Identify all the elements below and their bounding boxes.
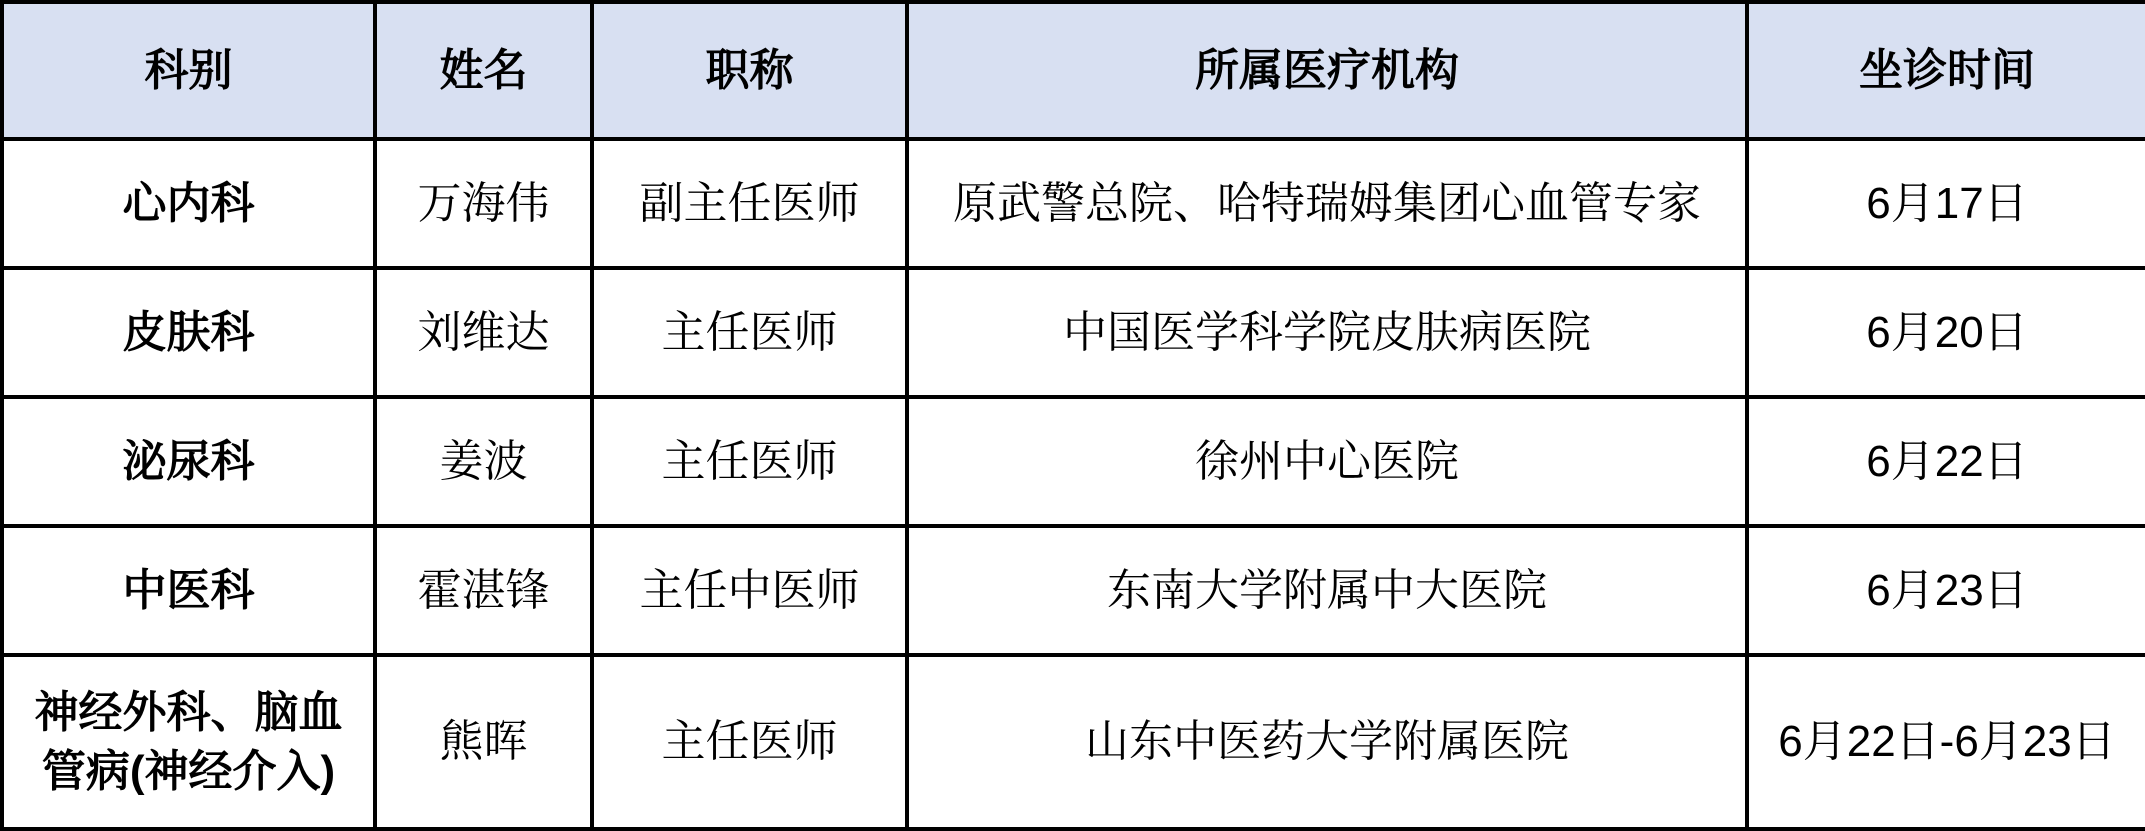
header-department: 科别 — [2, 2, 375, 139]
table-row — [2, 268, 2145, 397]
cell-time: 6月23日 — [1747, 526, 2145, 655]
cell-time: 6月22日-6月23日 — [1747, 655, 2145, 829]
cell-institution: 山东中医药大学附属医院 — [907, 655, 1747, 829]
cell-title: 主任医师 — [592, 655, 907, 829]
table-row — [2, 139, 2145, 268]
header-institution: 所属医疗机构 — [907, 2, 1747, 139]
cell-name: 万海伟 — [375, 139, 592, 268]
cell-institution: 中国医学科学院皮肤病医院 — [907, 268, 1747, 397]
cell-time: 6月20日 — [1747, 268, 2145, 397]
cell-department: 皮肤科 — [2, 268, 375, 397]
table-row — [2, 655, 2145, 829]
cell-title: 副主任医师 — [592, 139, 907, 268]
cell-department: 心内科 — [2, 139, 375, 268]
cell-institution: 原武警总院、哈特瑞姆集团心血管专家 — [907, 139, 1747, 268]
header-title: 职称 — [592, 2, 907, 139]
cell-name: 姜波 — [375, 397, 592, 526]
header-name: 姓名 — [375, 2, 592, 139]
cell-institution: 徐州中心医院 — [907, 397, 1747, 526]
cell-department: 泌尿科 — [2, 397, 375, 526]
cell-department: 神经外科、脑血管病(神经介入) — [2, 655, 375, 829]
cell-name: 霍湛锋 — [375, 526, 592, 655]
cell-name: 刘维达 — [375, 268, 592, 397]
cell-department: 中医科 — [2, 526, 375, 655]
table-row — [2, 397, 2145, 526]
cell-title: 主任医师 — [592, 268, 907, 397]
cell-time: 6月22日 — [1747, 397, 2145, 526]
cell-name: 熊晖 — [375, 655, 592, 829]
header-time: 坐诊时间 — [1747, 2, 2145, 139]
cell-time: 6月17日 — [1747, 139, 2145, 268]
cell-title: 主任中医师 — [592, 526, 907, 655]
table-row — [2, 526, 2145, 655]
cell-institution: 东南大学附属中大医院 — [907, 526, 1747, 655]
table-header-row — [2, 2, 2145, 139]
cell-title: 主任医师 — [592, 397, 907, 526]
